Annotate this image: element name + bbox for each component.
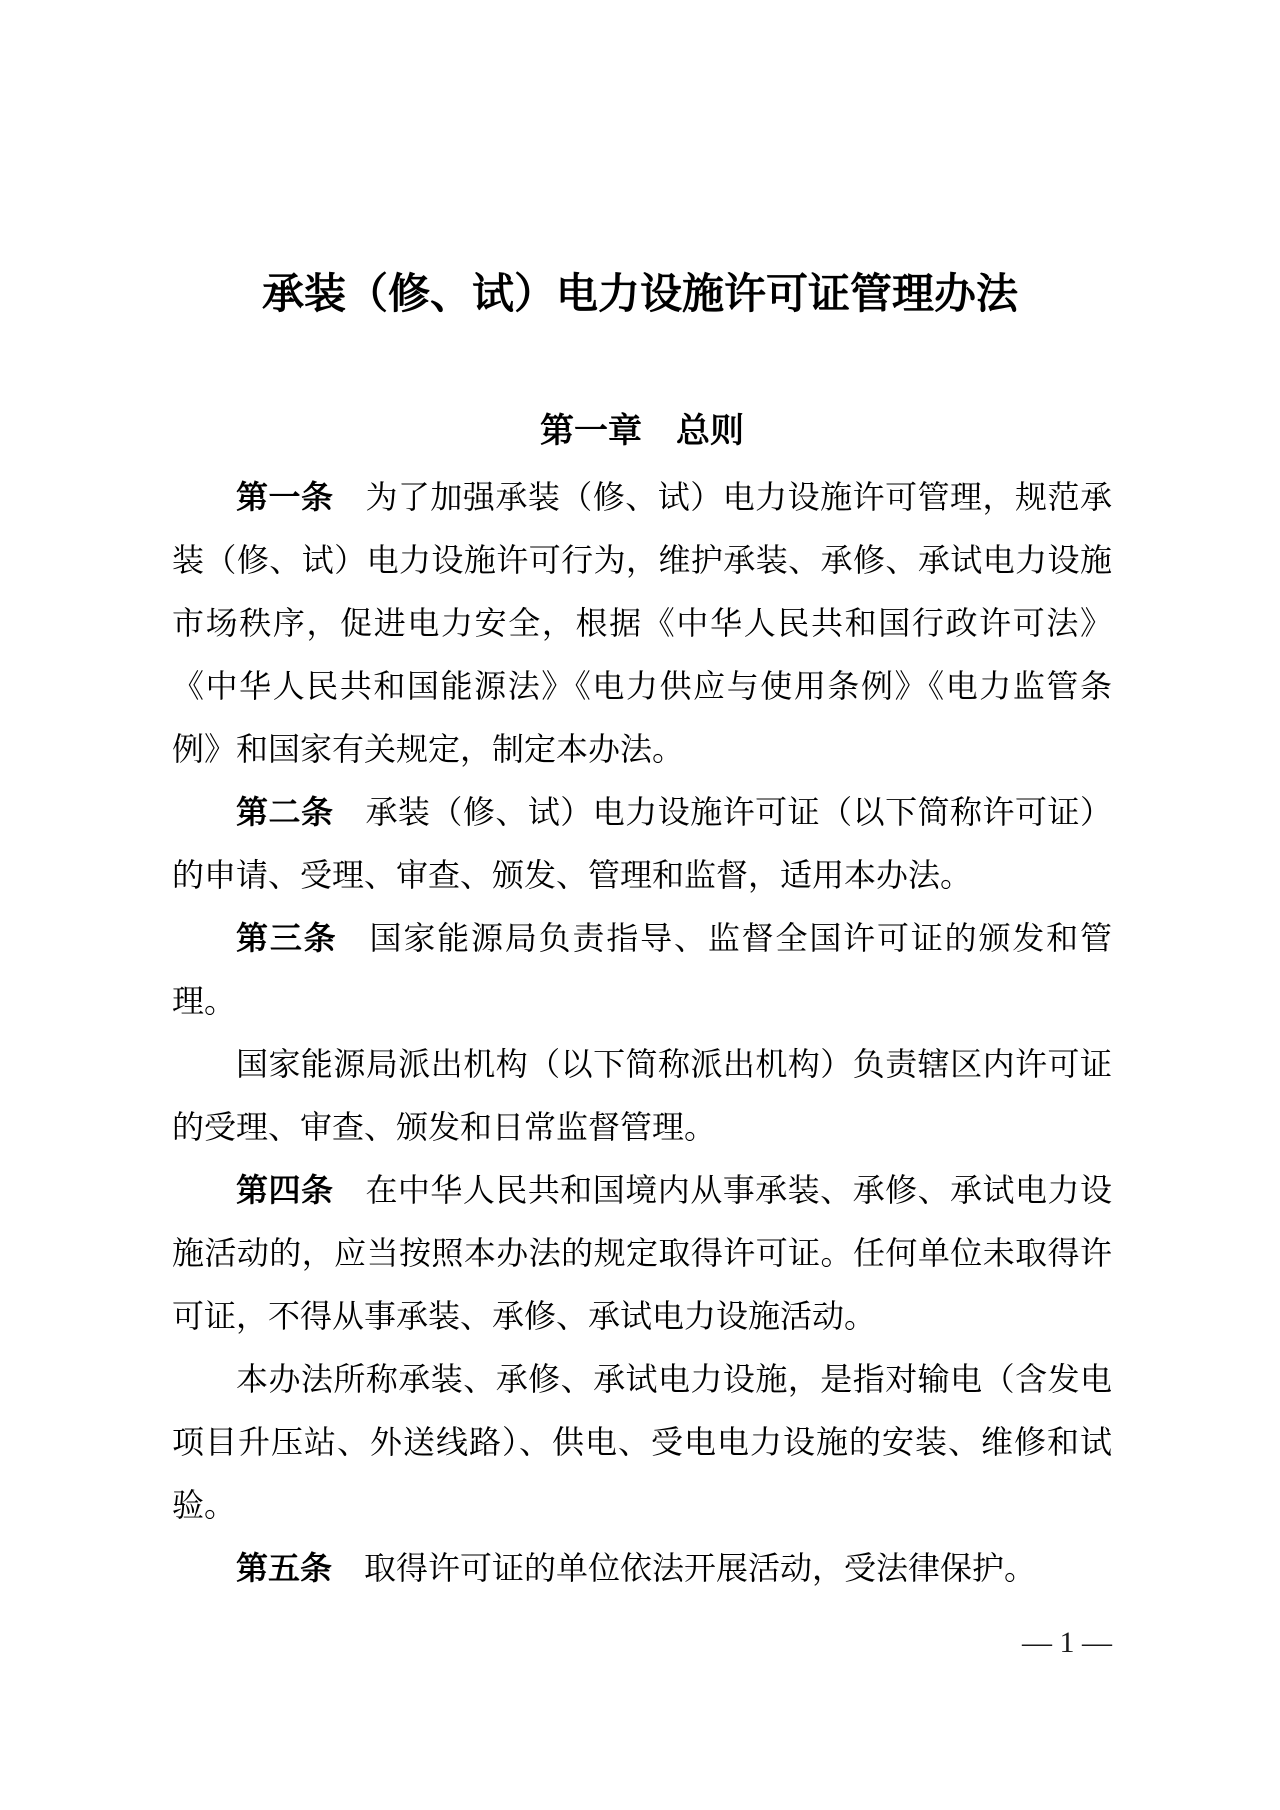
document-title: 承装（修、试）电力设施许可证管理办法 — [261, 272, 1018, 319]
article-number: 第四条 — [236, 1172, 334, 1208]
article-text: 为了加强承装（修、试）电力设施许可管理，规范承装（修、试）电力设施许可行为，维护承装、承修、承试电力设施市场秩序，促进电力安全，根据《中华人民共和国行政许可法》《中华人民共和国能源法》《电力供应与使用条例》《电力监管条例》和国家有关规定，制定本办法。 — [172, 479, 1112, 767]
article-paragraph — [172, 781, 1112, 907]
article-paragraph — [172, 466, 1112, 781]
article-text: 承装（修、试）电力设施许可证（以下简称许可证）的申请、受理、审查、颁发、管理和监督，适用本办法。 — [172, 794, 1112, 893]
article-paragraph — [172, 1159, 1112, 1348]
article-text: 在中华人民共和国境内从事承装、承修、承试电力设施活动的，应当按照本办法的规定取得许可证。任何单位未取得许可证，不得从事承装、承修、承试电力设施活动。 — [172, 1172, 1112, 1334]
article-number: 第二条 — [236, 794, 334, 830]
article-paragraph — [172, 907, 1112, 1033]
article-text: 国家能源局派出机构（以下简称派出机构）负责辖区内许可证的受理、审查、颁发和日常监督管理。 — [172, 1046, 1112, 1145]
page-number: — 1 — — [1022, 1626, 1112, 1659]
article-text: 本办法所称承装、承修、承试电力设施，是指对输电（含发电项目升压站、外送线路）、供电、受电电力设施的安装、维修和试验。 — [172, 1361, 1112, 1523]
article-paragraph — [172, 1033, 1112, 1159]
chapter-heading: 第一章 总则 — [540, 412, 744, 450]
article-text: 国家能源局负责指导、监督全国许可证的颁发和管理。 — [172, 920, 1112, 1019]
article-number: 第一条 — [236, 479, 334, 515]
article-paragraph — [172, 1348, 1112, 1537]
article-number: 第五条 — [236, 1550, 333, 1586]
article-paragraph — [172, 1537, 1112, 1600]
article-text: 取得许可证的单位依法开展活动，受法律保护。 — [364, 1550, 1037, 1586]
article-number: 第三条 — [236, 920, 338, 956]
document-body — [172, 400, 1112, 1600]
